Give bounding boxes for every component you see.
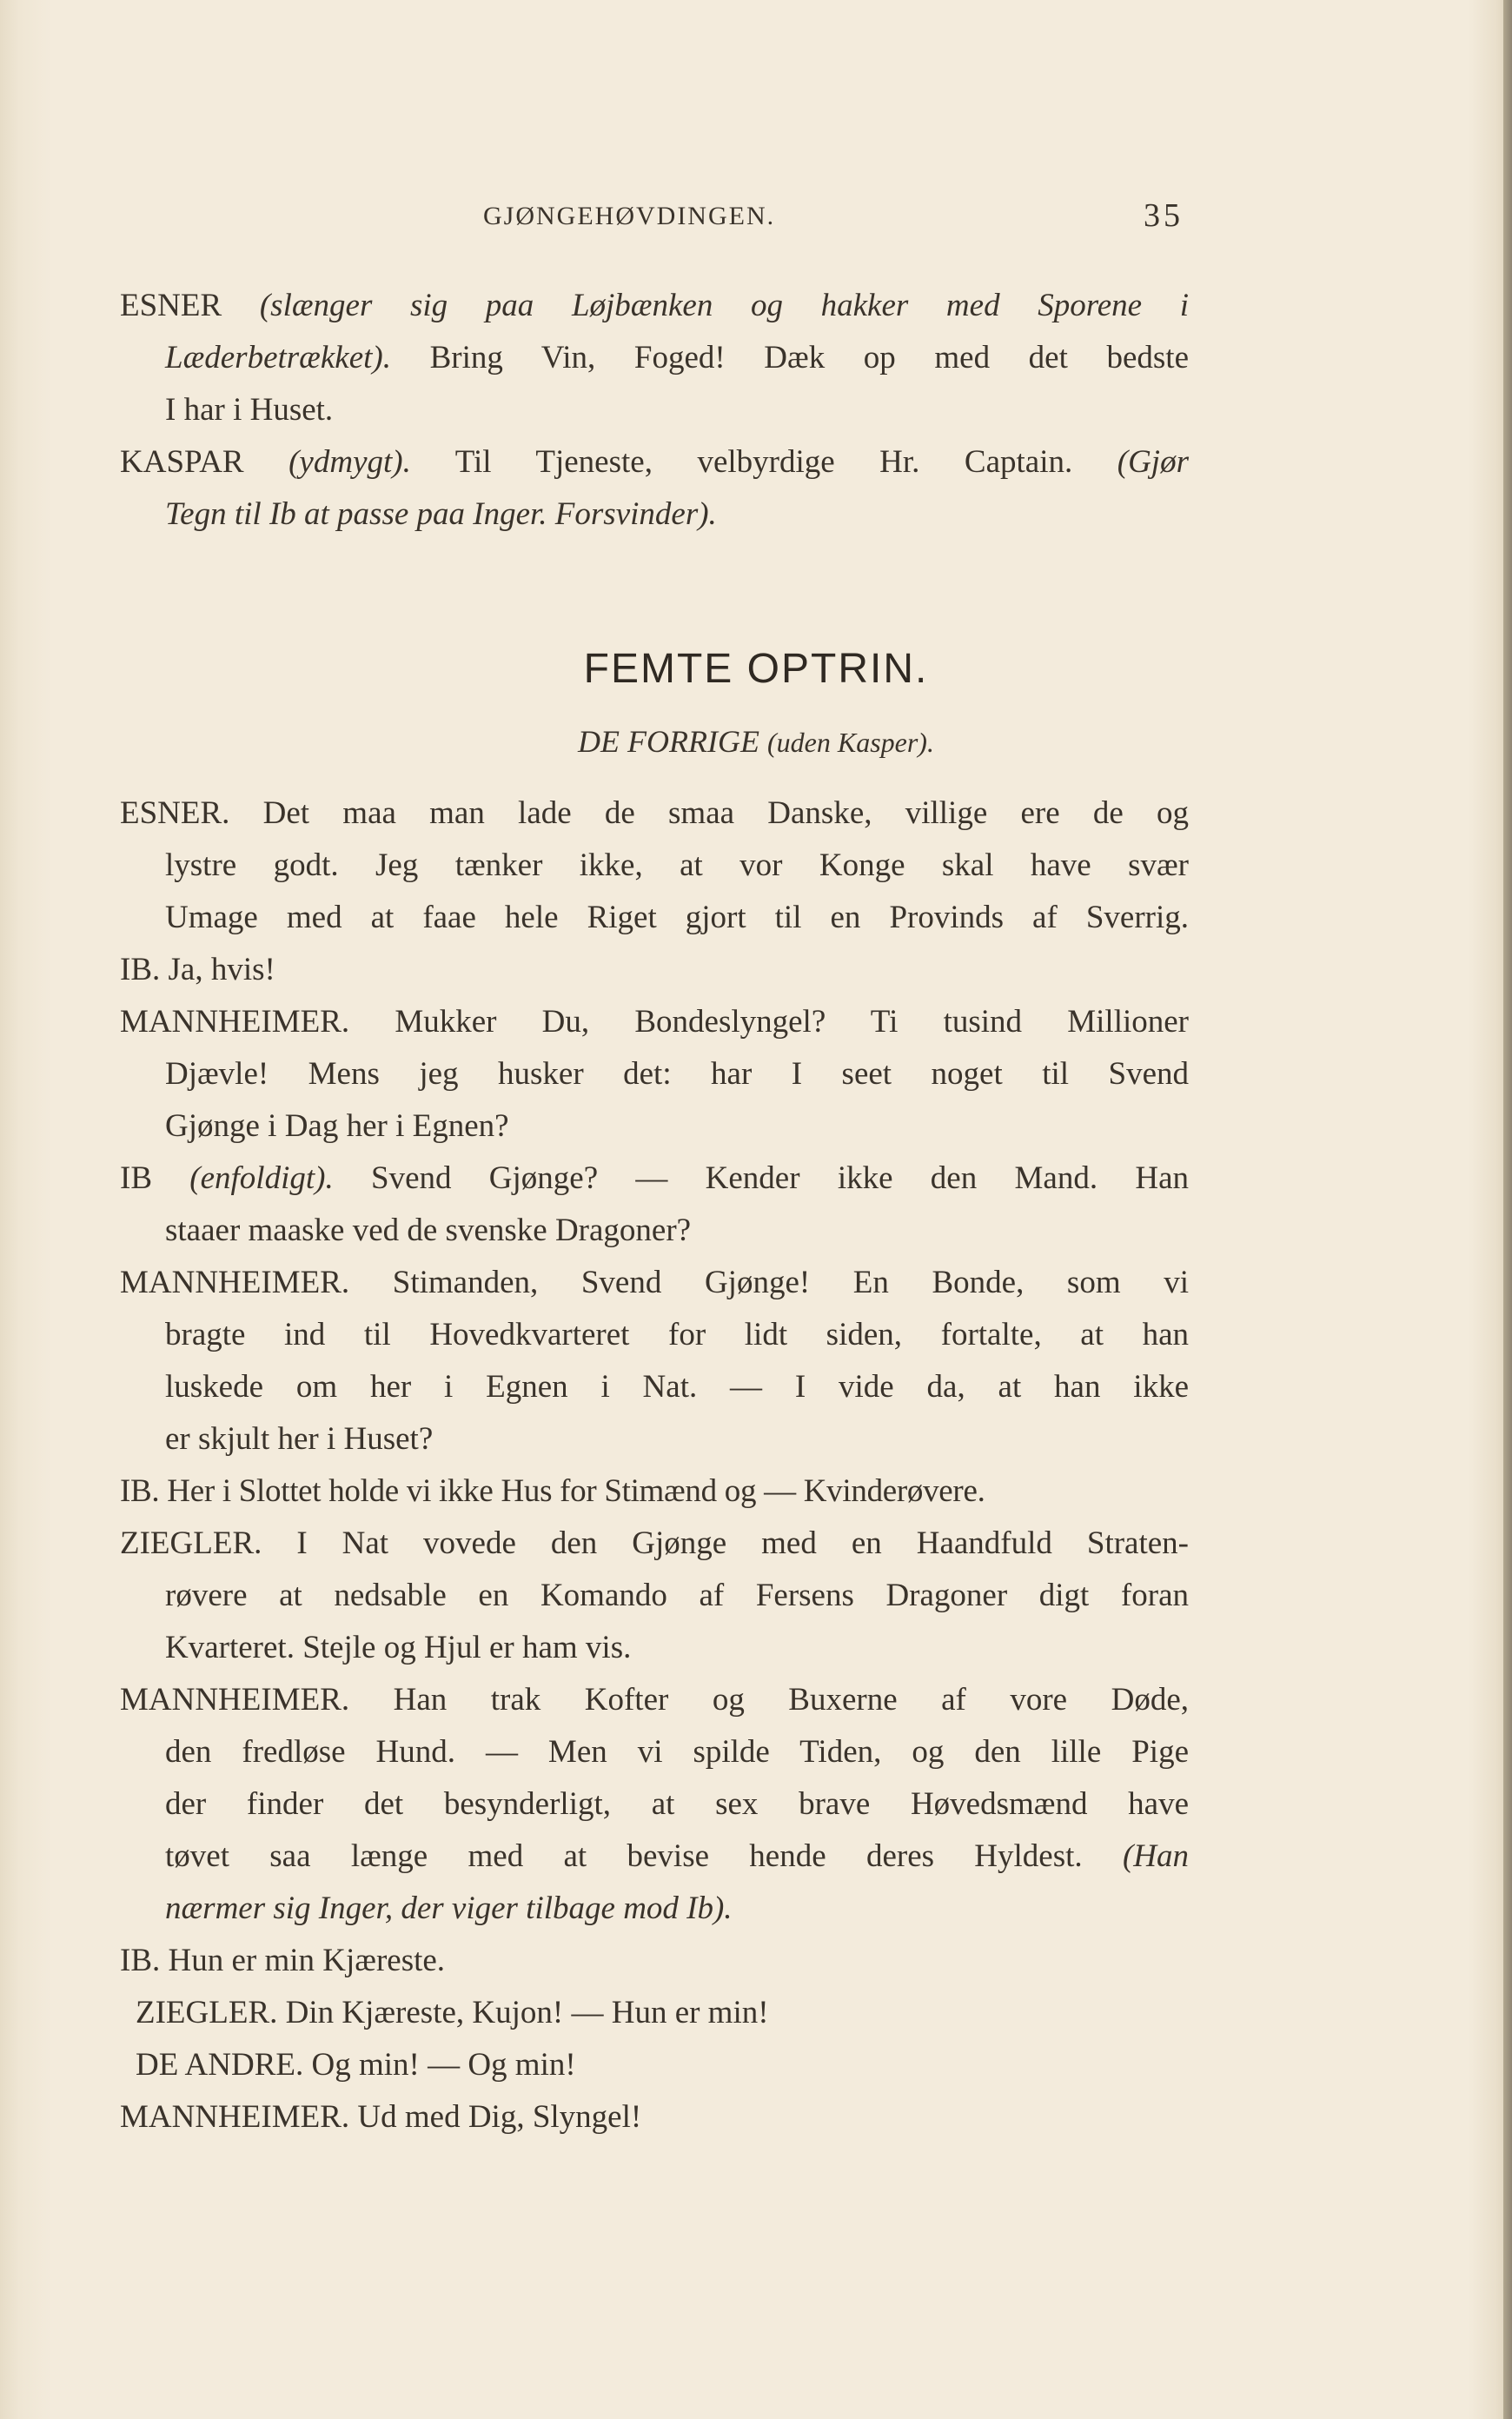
text-line — [120, 1570, 1189, 1622]
text-line — [120, 944, 1189, 996]
text-line — [120, 788, 1189, 840]
text-line — [120, 280, 1189, 332]
speaker-name: DE ANDRE. — [136, 2047, 304, 2083]
text-line — [120, 2039, 1189, 2091]
dialogue-block-1 — [120, 280, 1189, 541]
text-line — [120, 1987, 1189, 2039]
text-line — [120, 436, 1189, 488]
line-text: Til Tjeneste, velbyrdige Hr. Captain. — [410, 444, 1073, 480]
speaker-name: ESNER — [120, 288, 222, 323]
line-text: Svend Gjønge? — Kender ikke den Mand. Han — [333, 1160, 1189, 1196]
line-text: Din Kjæreste, Kujon! — Hun er min! — [277, 1995, 769, 2030]
text-line — [120, 488, 1189, 541]
speaker-name: KASPAR — [120, 444, 244, 480]
line-text: der finder det besynderligt, at sex brave Høvedsmænd have — [165, 1786, 1189, 1822]
text-line — [120, 2091, 1189, 2143]
page-edge-shadow — [1503, 0, 1512, 2419]
line-text: lystre godt. Jeg tænker ikke, at vor Konge skal have svær — [165, 847, 1189, 883]
stage-direction: (enfoldigt). — [189, 1160, 334, 1196]
text-line — [120, 996, 1189, 1048]
text-line — [120, 1674, 1189, 1726]
stage-direction: Læderbetrækket). — [165, 340, 391, 375]
stage-direction: (ydmygt). — [288, 444, 411, 480]
line-text: Mukker Du, Bondeslyngel? Ti tusind Millioner — [349, 1004, 1189, 1040]
dialogue-block-2 — [120, 788, 1189, 2143]
line-text: Han trak Kofter og Buxerne af vore Døde, — [349, 1682, 1189, 1718]
line-text: røvere at nedsable en Komando af Fersens Dragoner digt foran — [165, 1578, 1189, 1613]
cast-main: DE FORRIGE — [578, 724, 759, 759]
speaker-name: IB — [120, 1160, 152, 1196]
text-line — [120, 1100, 1189, 1153]
line-text: Her i Slottet holde vi ikke Hus for Stimænd og — Kvinderøvere. — [159, 1473, 985, 1509]
line-text: tøvet saa længe med at bevise hende deres Hyldest. — [165, 1838, 1083, 1874]
text-line — [120, 840, 1189, 892]
page-number: 35 — [1144, 197, 1184, 234]
line-text: Det maa man lade de smaa Danske, villige ere de og — [229, 795, 1189, 831]
text-line — [120, 1778, 1189, 1831]
line-text: Ja, hvis! — [160, 952, 275, 987]
line-text: Djævle! Mens jeg husker det: har I seet noget til Svend — [165, 1056, 1189, 1092]
speaker-name: ESNER. — [120, 795, 230, 831]
text-line — [120, 1205, 1189, 1257]
speaker-name: IB. — [120, 1473, 160, 1509]
text-line — [120, 1883, 1189, 1935]
text-line — [120, 384, 1189, 436]
text-line — [120, 1153, 1189, 1205]
line-text: staaer maaske ved de svenske Dragoner? — [165, 1213, 692, 1248]
stage-direction: (slænger sig paa Løjbænken og hakker med Sporene i — [259, 288, 1190, 323]
running-title: GJØNGEHØVDINGEN. — [483, 202, 776, 230]
text-line — [120, 1465, 1189, 1518]
text-line — [120, 332, 1189, 384]
speaker-name: MANNHEIMER. — [120, 2099, 350, 2135]
text-line — [120, 1413, 1189, 1465]
line-text: er skjult her i Huset? — [165, 1421, 434, 1457]
text-line — [120, 892, 1189, 944]
line-text: Stimanden, Svend Gjønge! En Bonde, som vi — [349, 1265, 1189, 1300]
line-text: luskede om her i Egnen i Nat. — I vide da, at han ikke — [165, 1369, 1189, 1405]
speaker-name: MANNHEIMER. — [120, 1682, 350, 1718]
line-text: I har i Huset. — [165, 392, 334, 428]
page-header — [0, 197, 1512, 236]
stage-direction: (Han — [1122, 1838, 1189, 1874]
line-text: Umage med at faae hele Riget gjort til en Provinds af Sverrig. — [165, 900, 1189, 935]
line-text: bragte ind til Hovedkvarteret for lidt siden, fortalte, at han — [165, 1317, 1189, 1352]
speaker-name: IB. — [120, 1943, 161, 1978]
text-line — [120, 1518, 1189, 1570]
text-line — [120, 1257, 1189, 1309]
cast-note: (uden Kasper). — [766, 727, 934, 758]
line-text: Kvarteret. Stejle og Hjul er ham vis. — [165, 1630, 632, 1665]
line-text: den fredløse Hund. — Men vi spilde Tiden, og den lille Pige — [165, 1734, 1189, 1770]
line-text: Bring Vin, Foged! Dæk op med det bedste — [390, 340, 1189, 375]
text-line — [120, 1935, 1189, 1987]
line-text: Gjønge i Dag her i Egnen? — [165, 1108, 509, 1144]
text-line — [120, 1831, 1189, 1883]
stage-direction: (Gjør — [1117, 444, 1189, 480]
text-line — [120, 1048, 1189, 1100]
line-text: Hun er min Kjæreste. — [160, 1943, 446, 1978]
text-line — [120, 1622, 1189, 1674]
line-text: I Nat vovede den Gjønge med en Haandfuld Straten- — [262, 1525, 1189, 1561]
text-line — [120, 1309, 1189, 1361]
speaker-name: ZIEGLER. — [136, 1995, 278, 2030]
line-text: Og min! — Og min! — [303, 2047, 576, 2083]
speaker-name: IB. — [120, 952, 161, 987]
stage-direction: Tegn til Ib at passe paa Inger. Forsvinder). — [165, 496, 717, 532]
speaker-name: ZIEGLER. — [120, 1525, 262, 1561]
speaker-name: MANNHEIMER. — [120, 1004, 350, 1040]
text-line — [120, 1361, 1189, 1413]
text-line — [120, 1726, 1189, 1778]
speaker-name: MANNHEIMER. — [120, 1265, 350, 1300]
scene-cast — [0, 723, 1512, 760]
line-text: Ud med Dig, Slyngel! — [349, 2099, 642, 2135]
scene-heading: FEMTE OPTRIN. — [583, 646, 929, 692]
stage-direction: nærmer sig Inger, der viger tilbage mod Ib). — [165, 1891, 733, 1926]
